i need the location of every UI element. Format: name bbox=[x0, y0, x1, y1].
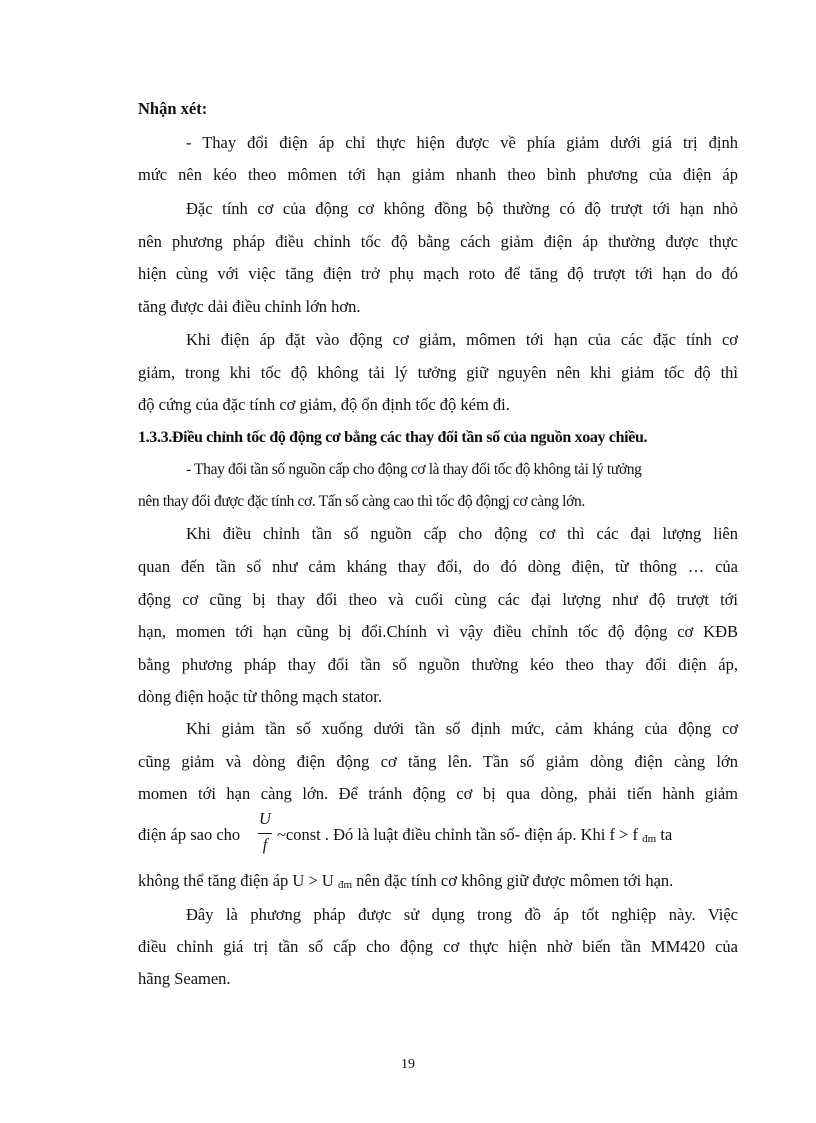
paragraph-line: không thể tăng điện áp U > U đm nên đặc tính cơ không giữ được mômen tới hạn. bbox=[138, 871, 674, 891]
paragraph-line: động cơ cũng bị thay đổi theo và cuối cùng các đại lượng như độ trượt tới bbox=[138, 590, 738, 609]
paragraph-line: nên thay đổi được đặc tính cơ. Tấn số càng cao thì tốc độ độngj cơ càng lớn. bbox=[138, 493, 585, 510]
paragraph-line: mức nên kéo theo mômen tới hạn giảm nhanh theo bình phương của điện áp bbox=[138, 165, 738, 184]
paragraph-line: độ cứng của đặc tính cơ giảm, độ ổn định tốc độ kém đi. bbox=[138, 395, 510, 414]
paragraph-line: momen tới hạn càng lớn. Để tránh động cơ bị qua dòng, phải tiến hành giảm bbox=[138, 784, 738, 803]
formula-line-prefix: điện áp sao cho bbox=[138, 825, 241, 844]
paragraph-line: hãng Seamen. bbox=[138, 969, 231, 988]
paragraph-line: - Thay đổi điện áp chỉ thực hiện được về phía giảm dưới giá trị định bbox=[186, 133, 738, 152]
page-number: 19 bbox=[401, 1057, 415, 1072]
fraction-u-over-f bbox=[255, 810, 275, 856]
paragraph-line: tăng được dải điều chỉnh lớn hơn. bbox=[138, 297, 361, 316]
fraction-numerator: U bbox=[259, 809, 271, 828]
paragraph-line: Khi điện áp đặt vào động cơ giảm, mômen tới hạn của các đặc tính cơ bbox=[186, 330, 738, 349]
paragraph-line: Khi điều chỉnh tần số nguồn cấp cho động cơ thì các đại lượng liên bbox=[186, 524, 738, 543]
fraction-denominator: f bbox=[262, 835, 268, 854]
paragraph-line: giảm, trong khi tốc độ không tải lý tưởng giữ nguyên nên khi giảm tốc độ thì bbox=[138, 363, 738, 382]
subscript-dm: đm bbox=[642, 833, 657, 845]
paragraph-line: nên phương pháp điều chỉnh tốc độ bằng cách giảm điện áp thường được thực bbox=[138, 232, 738, 251]
paragraph-line: hiện cùng với việc tăng điện trở phụ mạch roto để tăng độ trượt tới hạn do đó bbox=[138, 264, 738, 283]
paragraph-line: Khi giảm tần số xuống dưới tần số định mức, cảm kháng của động cơ bbox=[186, 719, 738, 738]
paragraph-line: cũng giảm và dòng điện động cơ tăng lên. Tần số giảm dòng điện càng lớn bbox=[138, 752, 738, 771]
paragraph-line: điều chỉnh giá trị tần số cấp cho động cơ thực hiện nhờ biến tần MM420 của bbox=[138, 937, 738, 956]
fraction-bar bbox=[258, 833, 272, 834]
paragraph-line: bằng phương pháp thay đổi tần số nguồn thường kéo theo thay đổi điện áp, bbox=[138, 655, 738, 674]
subscript-dm: đm bbox=[337, 879, 352, 891]
paragraph-line: quan đến tần số như cảm kháng thay đổi, do đó dòng điện, từ thông … của bbox=[138, 557, 738, 576]
paragraph-line: dòng điện hoặc từ thông mạch stator. bbox=[138, 687, 383, 706]
formula-line-suffix: ~const . Đó là luật điều chỉnh tần số- điện áp. Khi f > f đm ta bbox=[277, 825, 673, 845]
section-heading-1-3-3: 1.3.3.Điều chỉnh tốc độ động cơ bằng các thay đổi tần số của nguồn xoay chiều. bbox=[138, 429, 648, 446]
paragraph-line: Đây là phương pháp được sử dụng trong đồ áp tốt nghiệp này. Việc bbox=[186, 905, 738, 924]
heading-nhan-xet: Nhận xét: bbox=[138, 99, 208, 118]
paragraph-line: Đặc tính cơ của động cơ không đồng bộ thường có độ trượt tới hạn nhỏ bbox=[186, 199, 738, 218]
paragraph-line: - Thay đổi tần số nguồn cấp cho động cơ là thay đổi tốc độ không tải lý tưởng bbox=[186, 461, 642, 478]
paragraph-line: hạn, momen tới hạn cũng bị đổi.Chính vì vậy điều chỉnh tốc độ động cơ KĐB bbox=[138, 622, 738, 641]
